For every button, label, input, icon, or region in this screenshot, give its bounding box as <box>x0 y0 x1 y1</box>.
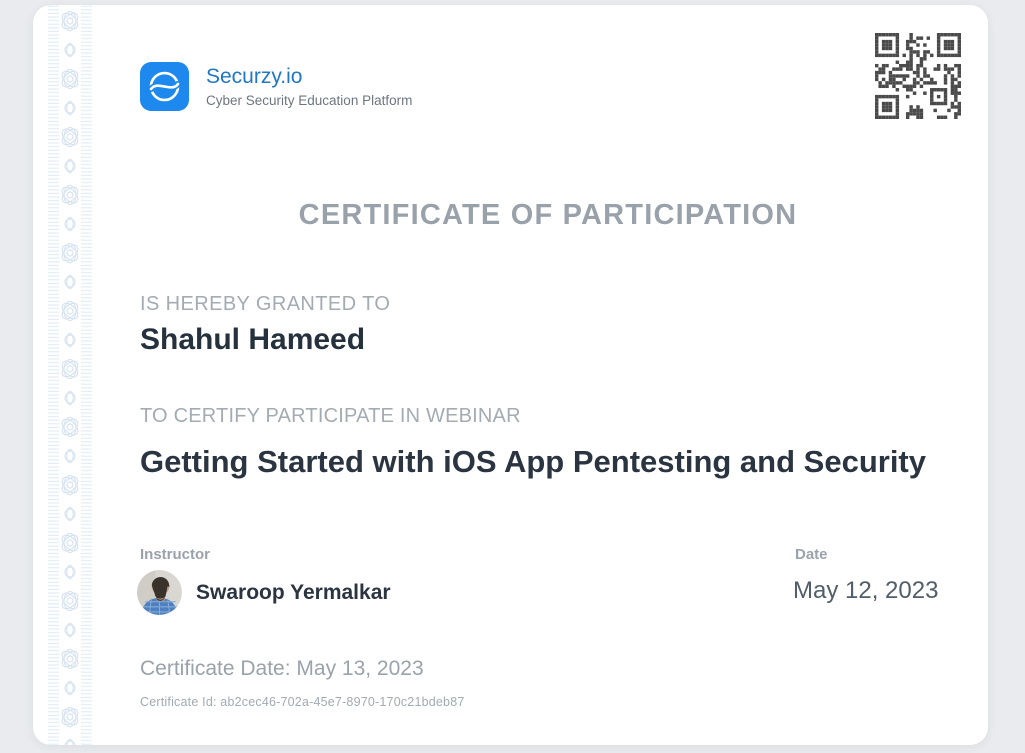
brand-tagline: Cyber Security Education Platform <box>206 92 413 108</box>
certificate-id: Certificate Id: ab2cec46-702a-45e7-8970-170c21bdeb87 <box>140 695 465 709</box>
instructor-row <box>137 570 391 615</box>
certificate-title: CERTIFICATE OF PARTICIPATION <box>298 199 798 231</box>
certificate-card <box>33 5 988 745</box>
ornament-border <box>48 5 92 745</box>
instructor-name: Swaroop Yermalkar <box>196 580 391 604</box>
qr-code <box>875 33 961 119</box>
instructor-avatar <box>137 570 182 615</box>
instructor-label: Instructor <box>140 546 211 563</box>
granted-to-label: IS HEREBY GRANTED TO <box>140 293 391 315</box>
certificate-date: Certificate Date: May 13, 2023 <box>140 657 424 680</box>
date-label: Date <box>795 546 828 563</box>
brand-name: Securzy.io <box>206 65 303 89</box>
securzy-logo-icon <box>140 62 189 111</box>
brand-header <box>140 62 412 111</box>
recipient-name: Shahul Hameed <box>140 323 366 356</box>
date-value: May 12, 2023 <box>793 577 939 604</box>
webinar-title: Getting Started with iOS App Pentesting and Security <box>140 444 926 479</box>
certify-label: TO CERTIFY PARTICIPATE IN WEBINAR <box>140 405 521 427</box>
